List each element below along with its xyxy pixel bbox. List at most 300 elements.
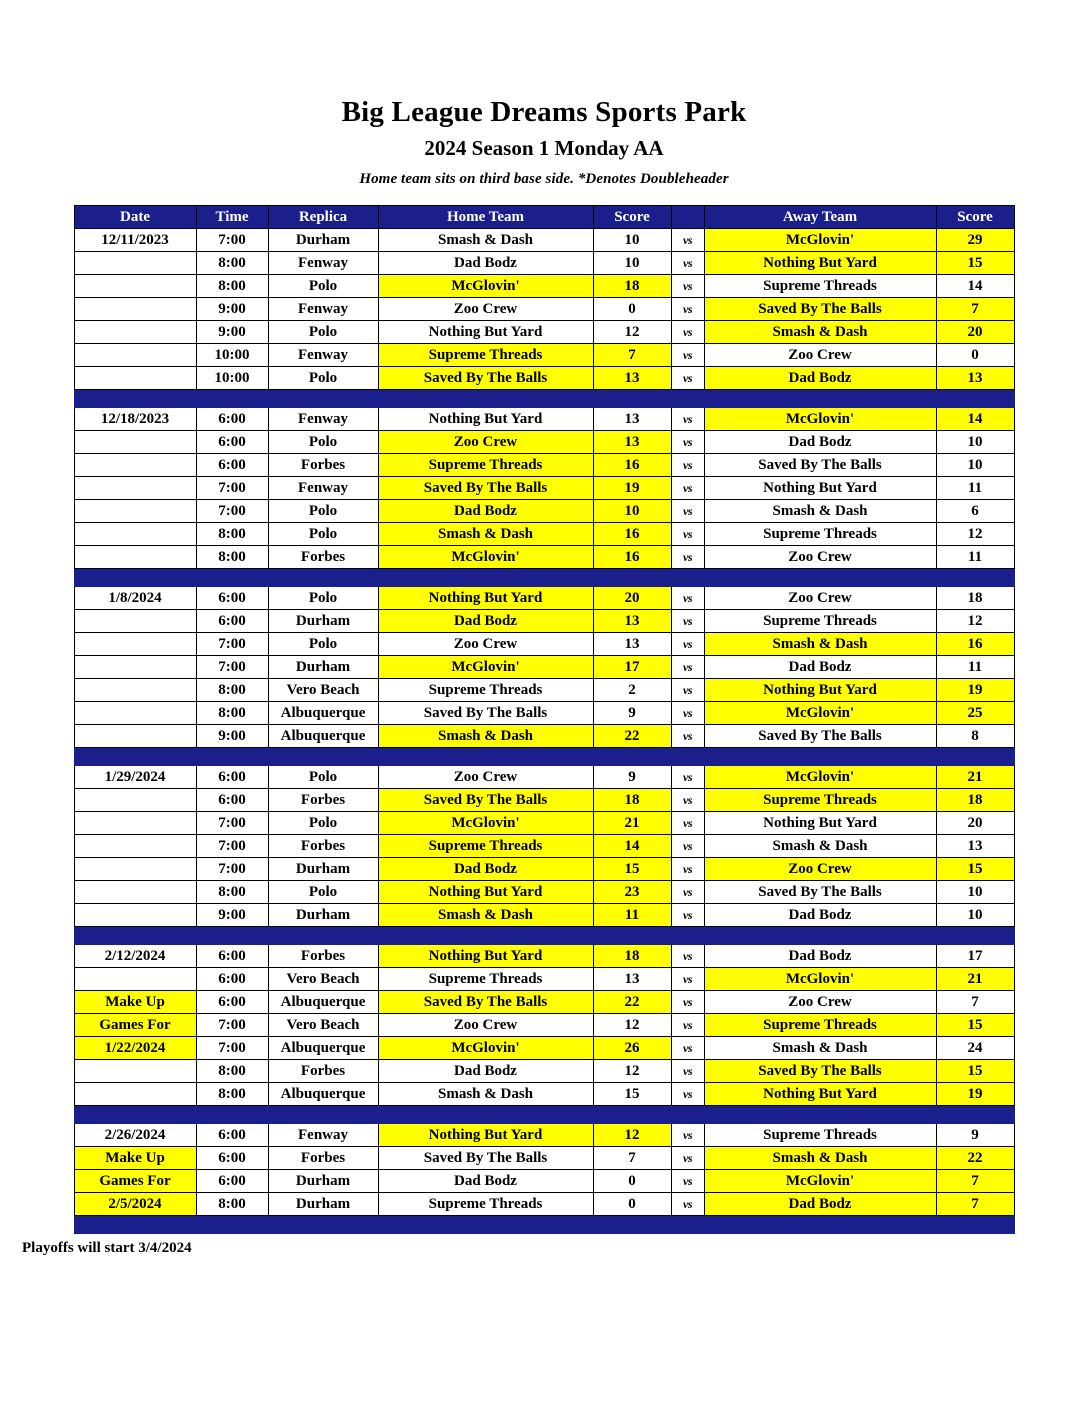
cell-away-score: 12	[936, 610, 1014, 633]
cell-vs-label: vs	[671, 968, 704, 991]
cell-date	[74, 835, 196, 858]
table-row	[74, 835, 1014, 858]
cell-vs-label: vs	[671, 702, 704, 725]
cell-date	[74, 858, 196, 881]
cell-date	[74, 881, 196, 904]
cell-time: 7:00	[196, 633, 268, 656]
cell-home-team: Nothing But Yard	[378, 1124, 593, 1147]
table-row	[74, 789, 1014, 812]
cell-home-score: 18	[593, 275, 671, 298]
cell-vs-label: vs	[671, 1037, 704, 1060]
cell-vs-label: vs	[671, 656, 704, 679]
cell-home-score: 9	[593, 766, 671, 789]
cell-time: 6:00	[196, 766, 268, 789]
cell-date	[74, 789, 196, 812]
table-row	[74, 656, 1014, 679]
cell-away-team: Zoo Crew	[704, 991, 936, 1014]
cell-home-score: 13	[593, 367, 671, 390]
table-row	[74, 546, 1014, 569]
cell-date	[74, 610, 196, 633]
table-row	[74, 968, 1014, 991]
cell-home-score: 21	[593, 812, 671, 835]
cell-away-team: Smash & Dash	[704, 835, 936, 858]
cell-away-score: 21	[936, 968, 1014, 991]
cell-time: 7:00	[196, 477, 268, 500]
page-title: Big League Dreams Sports Park	[341, 96, 747, 128]
cell-away-team: McGlovin'	[704, 702, 936, 725]
cell-time: 6:00	[196, 945, 268, 968]
cell-home-score: 10	[593, 500, 671, 523]
cell-away-score: 22	[936, 1147, 1014, 1170]
cell-time: 8:00	[196, 702, 268, 725]
cell-home-score: 10	[593, 252, 671, 275]
cell-home-team: Supreme Threads	[378, 835, 593, 858]
cell-vs-label: vs	[671, 766, 704, 789]
cell-time: 9:00	[196, 725, 268, 748]
cell-away-score: 20	[936, 321, 1014, 344]
cell-away-score: 12	[936, 523, 1014, 546]
cell-home-score: 11	[593, 904, 671, 927]
cell-vs-label: vs	[671, 610, 704, 633]
table-row	[74, 431, 1014, 454]
cell-away-score: 14	[936, 408, 1014, 431]
table-row	[74, 679, 1014, 702]
cell-away-score: 11	[936, 477, 1014, 500]
cell-away-score: 17	[936, 945, 1014, 968]
cell-home-score: 17	[593, 656, 671, 679]
cell-time: 6:00	[196, 454, 268, 477]
cell-away-team: Supreme Threads	[704, 1124, 936, 1147]
cell-away-team: McGlovin'	[704, 1170, 936, 1193]
cell-date: 1/8/2024	[74, 587, 196, 610]
cell-date	[74, 656, 196, 679]
cell-home-score: 15	[593, 1083, 671, 1106]
table-row	[74, 904, 1014, 927]
cell-away-score: 10	[936, 904, 1014, 927]
cell-vs-label: vs	[671, 229, 704, 252]
schedule-body	[74, 229, 1014, 1234]
cell-home-team: Dad Bodz	[378, 858, 593, 881]
week-separator-cell	[74, 390, 1014, 408]
cell-replica: Polo	[268, 881, 378, 904]
cell-away-team: Supreme Threads	[704, 523, 936, 546]
cell-away-team: Zoo Crew	[704, 587, 936, 610]
cell-away-score: 0	[936, 344, 1014, 367]
table-row	[74, 1170, 1014, 1193]
cell-home-team: McGlovin'	[378, 546, 593, 569]
cell-vs-label: vs	[671, 367, 704, 390]
cell-time: 8:00	[196, 275, 268, 298]
cell-replica: Forbes	[268, 1147, 378, 1170]
cell-away-score: 7	[936, 298, 1014, 321]
cell-time: 9:00	[196, 321, 268, 344]
cell-home-score: 0	[593, 298, 671, 321]
cell-time: 9:00	[196, 904, 268, 927]
cell-home-team: Zoo Crew	[378, 766, 593, 789]
cell-time: 6:00	[196, 587, 268, 610]
cell-time: 6:00	[196, 1170, 268, 1193]
cell-home-score: 16	[593, 454, 671, 477]
cell-date	[74, 367, 196, 390]
cell-time: 7:00	[196, 835, 268, 858]
cell-replica: Forbes	[268, 454, 378, 477]
cell-home-team: Supreme Threads	[378, 679, 593, 702]
cell-replica: Fenway	[268, 408, 378, 431]
cell-home-score: 22	[593, 991, 671, 1014]
cell-home-score: 12	[593, 1014, 671, 1037]
cell-away-team: Smash & Dash	[704, 500, 936, 523]
cell-replica: Vero Beach	[268, 968, 378, 991]
cell-replica: Albuquerque	[268, 725, 378, 748]
week-separator-row	[74, 1216, 1014, 1234]
cell-replica: Polo	[268, 367, 378, 390]
table-row	[74, 252, 1014, 275]
cell-away-team: Nothing But Yard	[704, 252, 936, 275]
cell-date	[74, 298, 196, 321]
cell-home-score: 0	[593, 1193, 671, 1216]
cell-away-team: Saved By The Balls	[704, 725, 936, 748]
cell-away-team: Saved By The Balls	[704, 454, 936, 477]
cell-away-team: Smash & Dash	[704, 1037, 936, 1060]
column-header-date: Date	[74, 206, 196, 229]
cell-away-team: McGlovin'	[704, 766, 936, 789]
cell-away-score: 15	[936, 858, 1014, 881]
cell-date	[74, 904, 196, 927]
cell-time: 7:00	[196, 500, 268, 523]
cell-replica: Polo	[268, 587, 378, 610]
cell-date	[74, 523, 196, 546]
cell-time: 7:00	[196, 229, 268, 252]
cell-date	[74, 477, 196, 500]
cell-home-team: Nothing But Yard	[378, 587, 593, 610]
cell-home-team: Saved By The Balls	[378, 991, 593, 1014]
week-separator-cell	[74, 748, 1014, 766]
cell-date	[74, 968, 196, 991]
cell-home-score: 15	[593, 858, 671, 881]
cell-replica: Albuquerque	[268, 702, 378, 725]
cell-time: 6:00	[196, 991, 268, 1014]
table-row	[74, 408, 1014, 431]
cell-vs-label: vs	[671, 881, 704, 904]
cell-replica: Polo	[268, 431, 378, 454]
cell-time: 8:00	[196, 1193, 268, 1216]
cell-time: 7:00	[196, 812, 268, 835]
cell-replica: Durham	[268, 904, 378, 927]
cell-away-team: Dad Bodz	[704, 656, 936, 679]
cell-vs-label: vs	[671, 500, 704, 523]
cell-replica: Polo	[268, 633, 378, 656]
cell-date	[74, 633, 196, 656]
cell-replica: Polo	[268, 766, 378, 789]
cell-time: 10:00	[196, 344, 268, 367]
cell-replica: Forbes	[268, 546, 378, 569]
cell-time: 10:00	[196, 367, 268, 390]
table-row	[74, 367, 1014, 390]
cell-away-score: 10	[936, 454, 1014, 477]
cell-home-score: 13	[593, 610, 671, 633]
cell-away-team: McGlovin'	[704, 229, 936, 252]
cell-replica: Fenway	[268, 252, 378, 275]
cell-time: 8:00	[196, 881, 268, 904]
cell-vs-label: vs	[671, 298, 704, 321]
cell-vs-label: vs	[671, 725, 704, 748]
cell-home-score: 20	[593, 587, 671, 610]
table-row	[74, 477, 1014, 500]
cell-date	[74, 431, 196, 454]
cell-replica: Albuquerque	[268, 1037, 378, 1060]
cell-time: 6:00	[196, 968, 268, 991]
week-separator-cell	[74, 1216, 1014, 1234]
cell-away-team: Dad Bodz	[704, 431, 936, 454]
cell-vs-label: vs	[671, 679, 704, 702]
table-row	[74, 1193, 1014, 1216]
table-row	[74, 587, 1014, 610]
cell-replica: Forbes	[268, 1060, 378, 1083]
cell-date	[74, 1060, 196, 1083]
table-row	[74, 881, 1014, 904]
cell-vs-label: vs	[671, 523, 704, 546]
cell-replica: Albuquerque	[268, 991, 378, 1014]
table-header-row	[74, 206, 1014, 229]
table-row	[74, 858, 1014, 881]
cell-date: Games For	[74, 1014, 196, 1037]
cell-home-team: Zoo Crew	[378, 298, 593, 321]
cell-vs-label: vs	[671, 835, 704, 858]
cell-home-team: Zoo Crew	[378, 1014, 593, 1037]
cell-home-team: Zoo Crew	[378, 633, 593, 656]
cell-away-team: Zoo Crew	[704, 858, 936, 881]
cell-away-team: Dad Bodz	[704, 945, 936, 968]
column-header-replica: Replica	[268, 206, 378, 229]
table-row	[74, 275, 1014, 298]
cell-home-score: 2	[593, 679, 671, 702]
cell-date	[74, 1083, 196, 1106]
cell-home-team: Saved By The Balls	[378, 367, 593, 390]
cell-away-team: Saved By The Balls	[704, 881, 936, 904]
cell-away-team: Nothing But Yard	[704, 679, 936, 702]
cell-home-score: 0	[593, 1170, 671, 1193]
cell-away-team: Nothing But Yard	[704, 812, 936, 835]
table-row	[74, 991, 1014, 1014]
cell-home-score: 14	[593, 835, 671, 858]
cell-replica: Durham	[268, 1170, 378, 1193]
cell-replica: Fenway	[268, 477, 378, 500]
cell-home-team: McGlovin'	[378, 656, 593, 679]
week-separator-row	[74, 390, 1014, 408]
cell-vs-label: vs	[671, 1060, 704, 1083]
cell-time: 8:00	[196, 1083, 268, 1106]
cell-home-team: Smash & Dash	[378, 1083, 593, 1106]
cell-home-team: McGlovin'	[378, 275, 593, 298]
cell-home-team: Zoo Crew	[378, 431, 593, 454]
cell-home-team: Smash & Dash	[378, 523, 593, 546]
title-block	[0, 0, 1088, 188]
cell-vs-label: vs	[671, 546, 704, 569]
table-row	[74, 610, 1014, 633]
cell-time: 6:00	[196, 610, 268, 633]
cell-away-score: 14	[936, 275, 1014, 298]
cell-date: Make Up	[74, 991, 196, 1014]
cell-home-score: 13	[593, 968, 671, 991]
cell-away-score: 24	[936, 1037, 1014, 1060]
cell-vs-label: vs	[671, 431, 704, 454]
cell-replica: Forbes	[268, 789, 378, 812]
cell-vs-label: vs	[671, 945, 704, 968]
cell-away-score: 19	[936, 679, 1014, 702]
cell-home-team: Dad Bodz	[378, 610, 593, 633]
cell-vs-label: vs	[671, 587, 704, 610]
cell-vs-label: vs	[671, 991, 704, 1014]
cell-vs-label: vs	[671, 344, 704, 367]
cell-home-score: 22	[593, 725, 671, 748]
cell-date: Make Up	[74, 1147, 196, 1170]
cell-date	[74, 275, 196, 298]
cell-time: 6:00	[196, 789, 268, 812]
cell-home-team: Nothing But Yard	[378, 881, 593, 904]
cell-home-score: 7	[593, 1147, 671, 1170]
cell-time: 8:00	[196, 523, 268, 546]
table-row	[74, 229, 1014, 252]
cell-vs-label: vs	[671, 252, 704, 275]
cell-date: Games For	[74, 1170, 196, 1193]
table-row	[74, 725, 1014, 748]
cell-replica: Forbes	[268, 945, 378, 968]
cell-away-team: Supreme Threads	[704, 1014, 936, 1037]
cell-home-team: McGlovin'	[378, 1037, 593, 1060]
cell-home-score: 7	[593, 344, 671, 367]
cell-home-team: Supreme Threads	[378, 344, 593, 367]
table-row	[74, 1124, 1014, 1147]
cell-date	[74, 679, 196, 702]
cell-date	[74, 546, 196, 569]
cell-away-score: 21	[936, 766, 1014, 789]
cell-away-score: 19	[936, 1083, 1014, 1106]
cell-away-score: 7	[936, 1193, 1014, 1216]
cell-away-score: 6	[936, 500, 1014, 523]
cell-date: 2/5/2024	[74, 1193, 196, 1216]
cell-home-team: Nothing But Yard	[378, 945, 593, 968]
cell-vs-label: vs	[671, 1193, 704, 1216]
cell-home-team: Supreme Threads	[378, 1193, 593, 1216]
cell-vs-label: vs	[671, 275, 704, 298]
column-header-home-team: Home Team	[378, 206, 593, 229]
table-row	[74, 1037, 1014, 1060]
cell-replica: Fenway	[268, 1124, 378, 1147]
cell-away-score: 7	[936, 991, 1014, 1014]
cell-home-score: 13	[593, 408, 671, 431]
cell-home-team: Saved By The Balls	[378, 789, 593, 812]
cell-date	[74, 500, 196, 523]
cell-home-team: Dad Bodz	[378, 500, 593, 523]
cell-vs-label: vs	[671, 858, 704, 881]
schedule-table	[74, 205, 1015, 1234]
cell-away-team: Smash & Dash	[704, 1147, 936, 1170]
cell-away-score: 9	[936, 1124, 1014, 1147]
cell-away-score: 10	[936, 431, 1014, 454]
cell-replica: Polo	[268, 500, 378, 523]
cell-home-team: Nothing But Yard	[378, 321, 593, 344]
cell-vs-label: vs	[671, 1014, 704, 1037]
playoffs-note: Playoffs will start 3/4/2024	[22, 1240, 192, 1257]
table-row	[74, 1014, 1014, 1037]
cell-away-score: 15	[936, 1014, 1014, 1037]
cell-away-score: 8	[936, 725, 1014, 748]
cell-home-team: Saved By The Balls	[378, 702, 593, 725]
cell-replica: Fenway	[268, 344, 378, 367]
cell-replica: Fenway	[268, 298, 378, 321]
cell-away-team: Supreme Threads	[704, 789, 936, 812]
cell-replica: Durham	[268, 229, 378, 252]
cell-time: 8:00	[196, 546, 268, 569]
cell-away-score: 16	[936, 633, 1014, 656]
cell-away-score: 13	[936, 835, 1014, 858]
cell-away-score: 7	[936, 1170, 1014, 1193]
cell-away-team: Saved By The Balls	[704, 298, 936, 321]
cell-time: 8:00	[196, 252, 268, 275]
week-separator-cell	[74, 1106, 1014, 1124]
cell-date: 1/29/2024	[74, 766, 196, 789]
cell-home-team: Dad Bodz	[378, 1060, 593, 1083]
cell-date	[74, 812, 196, 835]
cell-vs-label: vs	[671, 1124, 704, 1147]
cell-away-score: 29	[936, 229, 1014, 252]
cell-away-score: 15	[936, 1060, 1014, 1083]
cell-time: 6:00	[196, 408, 268, 431]
cell-date: 1/22/2024	[74, 1037, 196, 1060]
week-separator-row	[74, 748, 1014, 766]
cell-time: 7:00	[196, 1037, 268, 1060]
table-row	[74, 344, 1014, 367]
cell-vs-label: vs	[671, 789, 704, 812]
cell-away-team: Zoo Crew	[704, 344, 936, 367]
cell-replica: Forbes	[268, 835, 378, 858]
cell-vs-label: vs	[671, 408, 704, 431]
cell-time: 7:00	[196, 858, 268, 881]
cell-home-score: 12	[593, 1060, 671, 1083]
cell-replica: Durham	[268, 656, 378, 679]
table-row	[74, 766, 1014, 789]
cell-away-team: Supreme Threads	[704, 610, 936, 633]
table-row	[74, 1147, 1014, 1170]
table-row	[74, 500, 1014, 523]
table-row	[74, 633, 1014, 656]
table-row	[74, 945, 1014, 968]
cell-date	[74, 252, 196, 275]
cell-home-score: 12	[593, 1124, 671, 1147]
cell-date	[74, 344, 196, 367]
cell-home-score: 9	[593, 702, 671, 725]
cell-replica: Durham	[268, 610, 378, 633]
page-subtitle: 2024 Season 1 Monday AA	[424, 136, 664, 161]
cell-away-score: 11	[936, 546, 1014, 569]
cell-home-score: 13	[593, 431, 671, 454]
cell-away-team: Zoo Crew	[704, 546, 936, 569]
cell-vs-label: vs	[671, 1170, 704, 1193]
cell-away-team: Supreme Threads	[704, 275, 936, 298]
cell-home-team: Nothing But Yard	[378, 408, 593, 431]
cell-time: 9:00	[196, 298, 268, 321]
cell-home-team: Smash & Dash	[378, 229, 593, 252]
cell-date: 2/12/2024	[74, 945, 196, 968]
column-header-vs	[671, 206, 704, 229]
cell-date	[74, 725, 196, 748]
cell-vs-label: vs	[671, 904, 704, 927]
week-separator-row	[74, 569, 1014, 587]
cell-home-score: 19	[593, 477, 671, 500]
cell-replica: Polo	[268, 321, 378, 344]
cell-replica: Polo	[268, 523, 378, 546]
cell-away-team: Dad Bodz	[704, 367, 936, 390]
